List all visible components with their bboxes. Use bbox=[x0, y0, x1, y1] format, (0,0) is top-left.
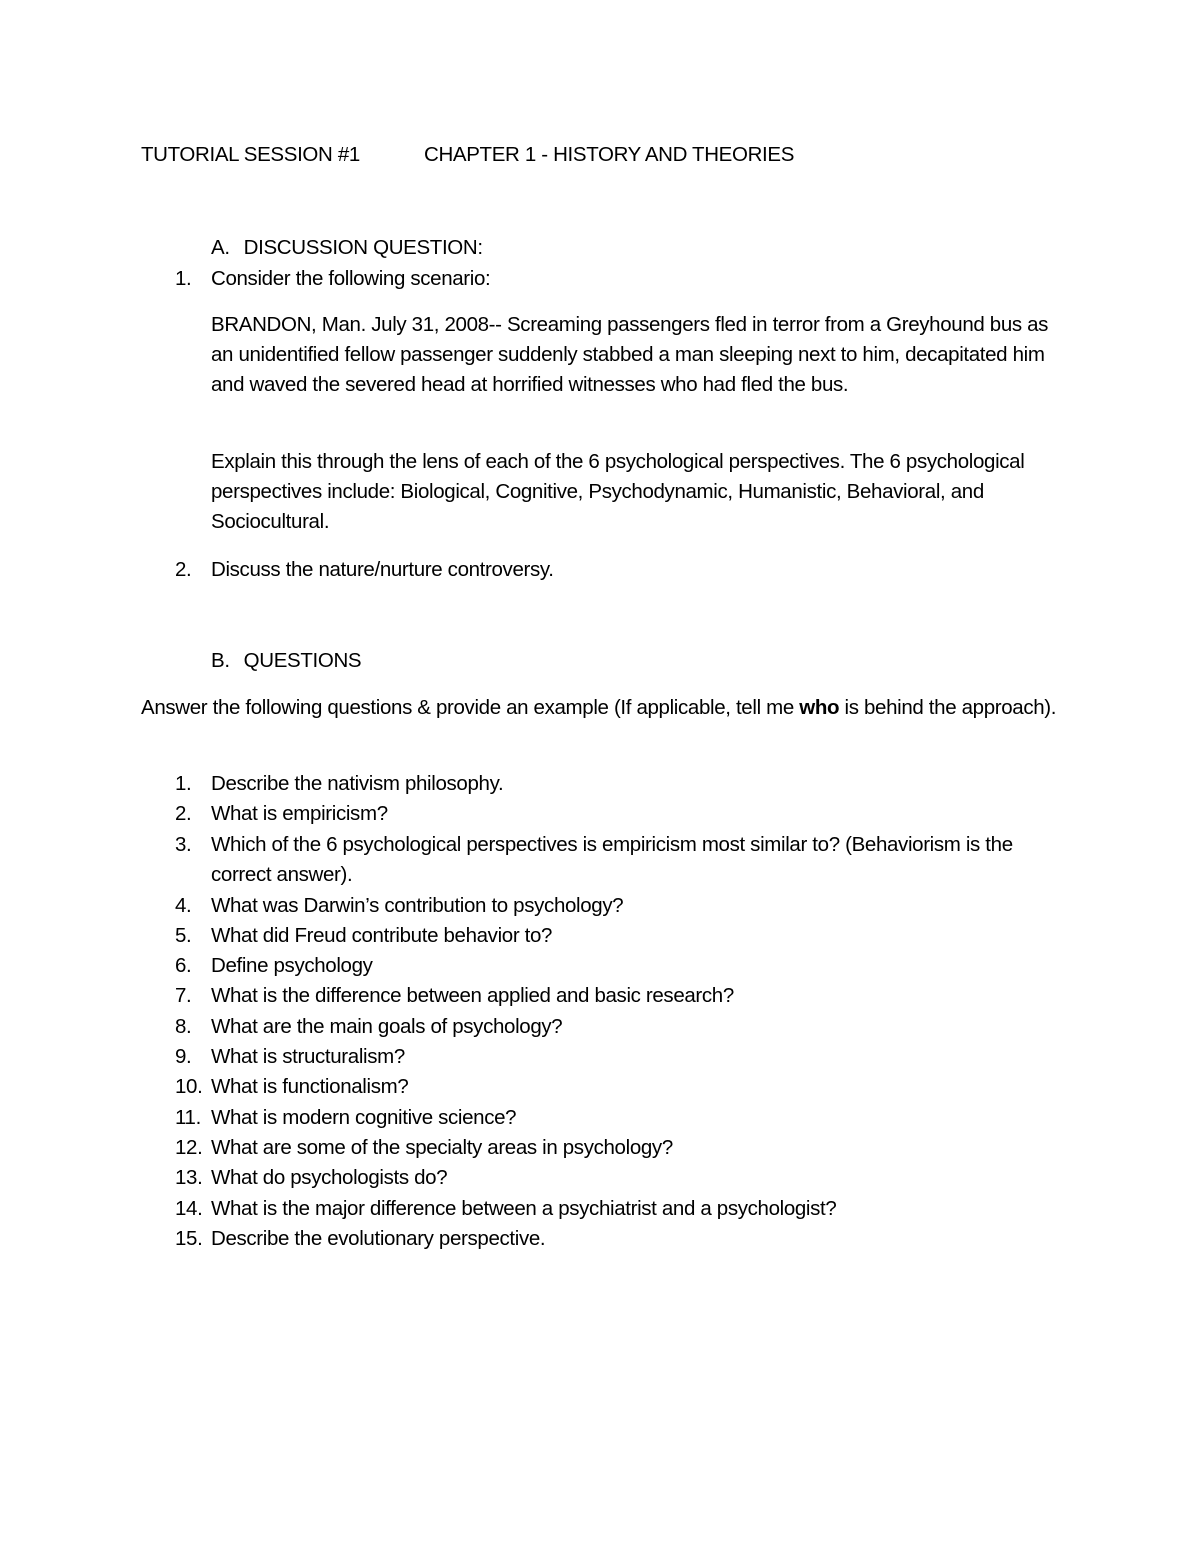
question-5-text: What did Freud contribute behavior to? bbox=[211, 924, 553, 947]
question-12-text: What are some of the specialty areas in psychology? bbox=[211, 1136, 673, 1159]
question-3-text: Which of the 6 psychological perspectives is empiricism most similar to? (Behaviorism is the correct answer). bbox=[211, 833, 1013, 886]
section-a-title: DISCUSSION QUESTION: bbox=[243, 236, 483, 259]
intro-bold-who: who bbox=[799, 696, 840, 719]
question-1-number: 1. bbox=[175, 772, 192, 795]
question-4-text: What was Darwin’s contribution to psychology? bbox=[211, 894, 624, 917]
intro-text-start: Answer the following questions & provide an example (If applicable, tell me bbox=[141, 696, 800, 719]
question-3-number: 3. bbox=[175, 833, 192, 856]
section-a-item-2-number: 2. bbox=[175, 558, 192, 581]
question-9-number: 9. bbox=[175, 1045, 192, 1068]
question-7-number: 7. bbox=[175, 984, 192, 1007]
section-a-item-2-text: Discuss the nature/nurture controversy. bbox=[211, 558, 554, 581]
question-8-number: 8. bbox=[175, 1015, 192, 1038]
question-11-text: What is modern cognitive science? bbox=[211, 1106, 517, 1129]
question-13-text: What do psychologists do? bbox=[211, 1166, 448, 1189]
section-b-marker: B. bbox=[211, 649, 230, 672]
section-b-intro bbox=[141, 693, 1061, 723]
chapter-title: CHAPTER 1 - HISTORY AND THEORIES bbox=[424, 143, 795, 166]
question-7-text: What is the difference between applied and basic research? bbox=[211, 984, 734, 1007]
question-2-text: What is empiricism? bbox=[211, 802, 388, 825]
question-14-number: 14. bbox=[175, 1197, 203, 1220]
question-10-text: What is functionalism? bbox=[211, 1075, 409, 1098]
session-title: TUTORIAL SESSION #1 bbox=[141, 143, 360, 166]
intro-text-end: is behind the approach). bbox=[839, 696, 1057, 719]
scenario-paragraph: BRANDON, Man. July 31, 2008-- Screaming passengers fled in terror from a Greyhound bus as an unidentified fellow passenger suddenly stabbed a man sleeping next to him, decapitated him and waved the severed head at horrified witnesses who had fled the bus. bbox=[211, 313, 1049, 396]
question-5-number: 5. bbox=[175, 924, 192, 947]
question-6-number: 6. bbox=[175, 954, 192, 977]
section-b-title: QUESTIONS bbox=[243, 649, 362, 672]
question-15-number: 15. bbox=[175, 1227, 203, 1250]
question-15-text: Describe the evolutionary perspective. bbox=[211, 1227, 546, 1250]
question-6-text: Define psychology bbox=[211, 954, 373, 977]
question-10-number: 10. bbox=[175, 1075, 203, 1098]
perspectives-instruction: Explain this through the lens of each of the 6 psychological perspectives. The 6 psychological perspectives include: Biological, Cognitive, Psychodynamic, Humanistic, Behavioral, and Sociocultural. bbox=[211, 450, 1025, 533]
question-1-text: Describe the nativism philosophy. bbox=[211, 772, 504, 795]
question-8-text: What are the main goals of psychology? bbox=[211, 1015, 563, 1038]
question-9-text: What is structuralism? bbox=[211, 1045, 405, 1068]
question-11-number: 11. bbox=[175, 1106, 201, 1129]
section-a-item-1-text: Consider the following scenario: bbox=[211, 267, 491, 290]
section-a-marker: A. bbox=[211, 236, 230, 259]
question-14-text: What is the major difference between a psychiatrist and a psychologist? bbox=[211, 1197, 837, 1220]
section-b-heading bbox=[211, 646, 361, 676]
section-a-heading bbox=[211, 233, 483, 263]
section-a-item-1-number: 1. bbox=[175, 267, 192, 290]
question-2-number: 2. bbox=[175, 802, 192, 825]
question-4-number: 4. bbox=[175, 894, 192, 917]
question-13-number: 13. bbox=[175, 1166, 203, 1189]
question-12-number: 12. bbox=[175, 1136, 203, 1159]
